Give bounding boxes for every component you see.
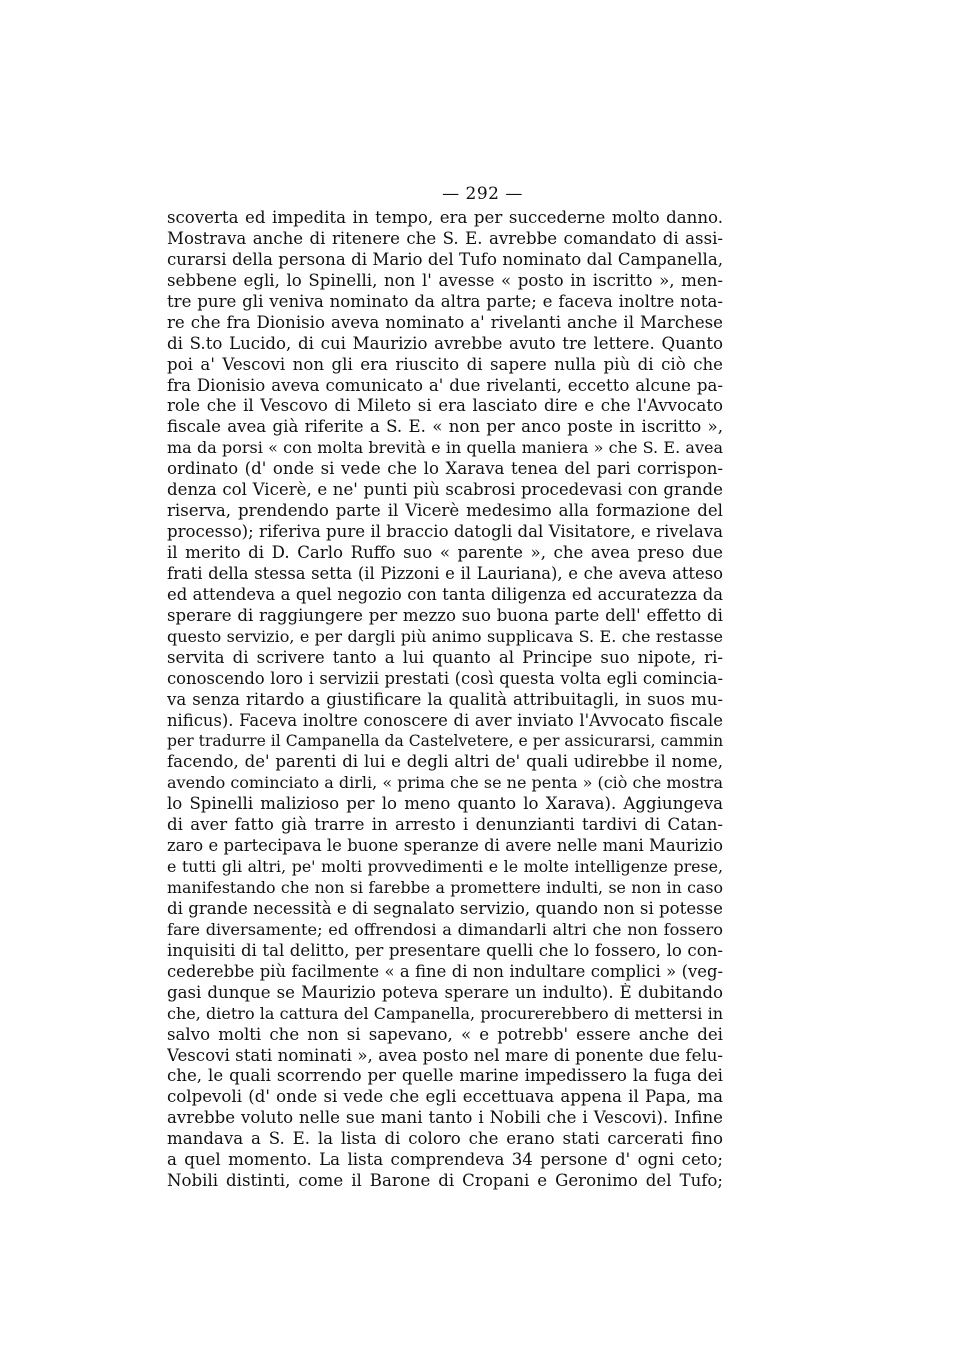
text-line: ordinato (d' onde si vede che lo Xarava tenea del pari corrispon- — [167, 459, 723, 479]
text-line: fra Dionisio aveva comunicato a' due rivelanti, eccetto alcune pa- — [167, 375, 723, 395]
text-line: il merito di D. Carlo Ruffo suo « parente », che avea preso due — [167, 543, 723, 562]
text-line: sebbene egli, lo Spinelli, non l' avesse « posto in iscritto », men- — [167, 270, 723, 290]
text-line: salvo molti che non si sapevano, « e potrebb' essere anche dei — [167, 1024, 723, 1044]
text-line: questo servizio, e per dargli più animo supplicava S. E. che restasse — [167, 626, 723, 646]
text-line: va senza ritardo a giustificare la qualità attribuitagli, in suos mu- — [167, 689, 723, 709]
text-line: frati della stessa setta (il Pizzoni e il Lauriana), e che aveva atteso — [167, 563, 723, 583]
text-line: lo Spinelli malizioso per lo meno quanto lo Xarava). Aggiungeva — [167, 794, 723, 814]
text-line: di grande necessità e di segnalato servizio, quando non si potesse — [167, 898, 723, 918]
text-line: re che fra Dionisio aveva nominato a' rivelanti anche il Marchese — [167, 312, 723, 332]
text-line: avendo cominciato a dirli, « prima che se ne penta » (ciò che mostra — [167, 773, 723, 793]
text-line: tre pure gli veniva nominato da altra parte; e faceva inoltre nota- — [167, 291, 723, 311]
body-text — [167, 208, 723, 1192]
text-line: a quel momento. La lista comprendeva 34 persone d' ogni ceto; — [167, 1150, 723, 1170]
text-line: gasi dunque se Maurizio poteva sperare un indulto). È dubitando — [167, 982, 723, 1002]
text-line: ed attendeva a quel negozio con tanta diligenza ed accuratezza da — [167, 584, 723, 604]
text-line: per tradurre il Campanella da Castelvetere, e per assicurarsi, cammin — [167, 732, 723, 751]
text-line: denza col Vicerè, e ne' punti più scabrosi procedevasi con grande — [167, 480, 723, 500]
text-line: inquisiti di tal delitto, per presentare quelli che lo fossero, lo con- — [167, 940, 723, 960]
text-line: Mostrava anche di ritenere che S. E. avrebbe comandato di assi- — [167, 228, 723, 248]
text-line: curarsi della persona di Mario del Tufo nominato dal Campanella, — [167, 249, 723, 269]
text-line: mandava a S. E. la lista di coloro che erano stati carcerati fino — [167, 1129, 723, 1149]
text-line: Vescovi stati nominati », avea posto nel mare di ponente due felu- — [167, 1045, 723, 1065]
text-line: che, dietro la cattura del Campanella, procurerebbero di mettersi in — [167, 1003, 723, 1023]
text-line: facendo, de' parenti di lui e degli altri de' quali udirebbe il nome, — [167, 752, 723, 772]
page-number: — 292 — — [442, 184, 523, 204]
text-line: fare diversamente; ed offrendosi a dimandarli altri che non fossero — [167, 919, 723, 939]
text-line: processo); riferiva pure il braccio datogli dal Visitatore, e rivelava — [167, 522, 723, 542]
text-line: manifestando che non si farebbe a promettere indulti, se non in caso — [167, 878, 723, 897]
text-line: nificus). Faceva inoltre conoscere di aver inviato l'Avvocato fiscale — [167, 710, 723, 730]
text-line: zaro e partecipava le buone speranze di avere nelle mani Maurizio — [167, 836, 723, 856]
text-line: e tutti gli altri, pe' molti provvedimenti e le molte intelligenze prese, — [167, 857, 723, 877]
text-line: di aver fatto già trarre in arresto i denunzianti tardivi di Catan- — [167, 815, 723, 835]
text-line: Nobili distinti, come il Barone di Cropani e Geronimo del Tufo; — [167, 1171, 723, 1191]
text-line: fiscale avea già riferite a S. E. « non per anco poste in iscritto », — [167, 417, 723, 437]
text-line: che, le quali scorrendo per quelle marine impedissero la fuga dei — [167, 1066, 723, 1086]
text-line: scoverta ed impedita in tempo, era per succederne molto danno. — [167, 208, 723, 227]
text-line: servita di scrivere tanto a lui quanto al Principe suo nipote, ri- — [167, 647, 723, 667]
text-line: colpevoli (d' onde si vede che egli eccettuava appena il Papa, ma — [167, 1087, 723, 1107]
text-line: cederebbe più facilmente « a fine di non indultare complici » (veg- — [167, 961, 723, 981]
text-line: poi a' Vescovi non gli era riuscito di sapere nulla più di ciò che — [167, 354, 723, 374]
text-line: ma da porsi « con molta brevità e in quella maniera » che S. E. avea — [167, 438, 723, 458]
text-line: riserva, prendendo parte il Vicerè medesimo alla formazione del — [167, 501, 723, 521]
text-line: di S.to Lucido, di cui Maurizio avrebbe avuto tre lettere. Quanto — [167, 333, 723, 353]
text-line: conoscendo loro i servizii prestati (così questa volta egli comincia- — [167, 668, 723, 688]
text-line: avrebbe voluto nelle sue mani tanto i Nobili che i Vescovi). Infine — [167, 1108, 723, 1128]
text-line: role che il Vescovo di Mileto si era lasciato dire e che l'Avvocato — [167, 396, 723, 416]
text-line: sperare di raggiungere per mezzo suo buona parte dell' effetto di — [167, 605, 723, 625]
